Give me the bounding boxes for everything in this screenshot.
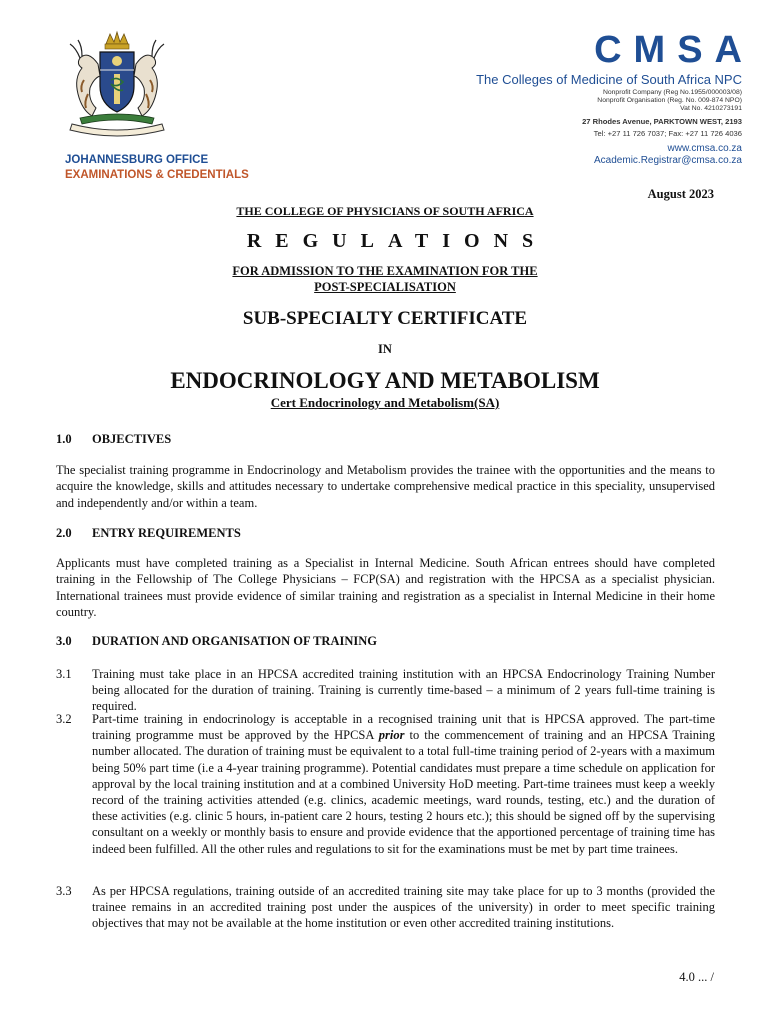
section-heading-entry-requirements xyxy=(56,526,241,541)
list-item xyxy=(56,666,715,715)
list-item xyxy=(56,883,715,932)
telephone-fax: Tel: +27 11 726 7037; Fax: +27 11 726 4036 xyxy=(593,129,742,138)
website-link[interactable]: www.cmsa.co.za xyxy=(667,143,742,154)
section-heading-duration xyxy=(56,634,377,649)
entry-requirements-paragraph: Applicants must have completed training as a Specialist in Internal Medicine. South African entrees should have completed training in the Fellowship of The College Physicians – FCP(SA) and registration with the HPCSA as a specialist physician. International trainees must provide evidence of similar training and registration as a specialist in Internal Medicine in their home country. xyxy=(56,556,715,619)
section-number: 2.0 xyxy=(56,526,72,540)
admission-heading-line1: FOR ADMISSION TO THE EXAMINATION FOR THE xyxy=(232,264,538,278)
company-registration: Nonprofit Company (Reg No.1955/000003/08) xyxy=(602,89,742,96)
vat-number: Vat No. 4210273191 xyxy=(680,105,742,112)
page-continuation: 4.0 ... / xyxy=(679,970,714,984)
section-number: 3.0 xyxy=(56,634,72,648)
section-number: 1.0 xyxy=(56,432,72,446)
office-department: EXAMINATIONS & CREDENTIALS xyxy=(65,169,249,181)
emphasis-prior: prior xyxy=(378,728,405,743)
item-text: Training must take place in an HPCSA accredited training institution with an HPCSA Endocrinology Training Number being allocated for the duration of training. Training is currently time-based – a minimum of 2 years full-time training is required. xyxy=(92,667,715,714)
discipline-heading: ENDOCRINOLOGY AND METABOLISM xyxy=(170,368,600,393)
subspecialty-heading: SUB-SPECIALTY CERTIFICATE xyxy=(242,308,528,329)
document-date: August 2023 xyxy=(647,187,714,201)
office-block xyxy=(65,153,249,183)
item-number: 3.3 xyxy=(56,884,72,898)
cmsa-logo-text: CMSA xyxy=(594,29,754,71)
section-heading-objectives xyxy=(56,432,171,447)
regulations-heading: REGULATIONS xyxy=(246,230,548,252)
admission-heading-line2: POST-SPECIALISATION xyxy=(314,280,456,294)
section-title: DURATION AND ORGANISATION OF TRAINING xyxy=(92,634,377,648)
college-name: THE COLLEGE OF PHYSICIANS OF SOUTH AFRICA xyxy=(236,204,534,218)
in-heading: IN xyxy=(378,342,392,356)
item-number: 3.1 xyxy=(56,667,72,681)
item-text: As per HPCSA regulations, training outside of an accredited training site may take place for up to 3 months (provided the trainee remains in an accredited training post under the auspices of the university) in order to meet specific training objectives that may not be available at the home institution or even other accredited training institutions. xyxy=(92,884,715,931)
organisation-name: The Colleges of Medicine of South Africa NPC xyxy=(476,72,742,87)
postal-address: 27 Rhodes Avenue, PARKTOWN WEST, 2193 xyxy=(582,117,742,126)
section-title: ENTRY REQUIREMENTS xyxy=(92,526,241,540)
npo-registration: Nonprofit Organisation (Reg. No. 009-874 NPO) xyxy=(597,97,742,104)
item-text-after: to the commencement of training and an HPCSA Training number allocated. The duration of training must be equivalent to a total full-time training period of 2-years with a maximum being 50% part time (i.e a 4-year training programme). Potential candidates must prepare a time schedule on application for approval by the local training institution and at a combined University HoD meeting. Part-time trainees must keep a weekly record of the training activities attended (e.g. clinics, academic meetings, ward rounds, testing, etc.) and the duration of these activities (e.g. clinic 5 hours, in-patient care 2 hours, testing 2 hours etc.); this should be signed off by the supervising consultant on a weekly or monthly basis to ensure and provide evidence that the apportioned percentage of training time has indeed been fulfilled. All the other rules and regulations to sit for the examinations must be met by part time trainees. xyxy=(92,728,715,856)
office-name: JOHANNESBURG OFFICE xyxy=(65,154,209,166)
email-link[interactable]: Academic.Registrar@cmsa.co.za xyxy=(594,155,742,166)
item-text xyxy=(92,711,715,857)
list-item xyxy=(56,711,715,857)
section-title: OBJECTIVES xyxy=(92,432,172,446)
college-crest-logo xyxy=(58,30,176,138)
objectives-paragraph: The specialist training programme in Endocrinology and Metabolism provides the trainee with the opportunities and the means to acquire the knowledge, skills and attitudes necessary to undertake comprehensive medical practice in this speciality, unsupervised and independently and/or within a team. xyxy=(56,463,715,510)
certificate-name: Cert Endocrinology and Metabolism(SA) xyxy=(270,395,500,410)
item-number: 3.2 xyxy=(56,712,72,726)
item-text-before: Part-time training in endocrinology is acceptable in a recognised training unit that is HPCSA approved. The part-time training programme must be approved by the HPCSA xyxy=(92,712,715,743)
